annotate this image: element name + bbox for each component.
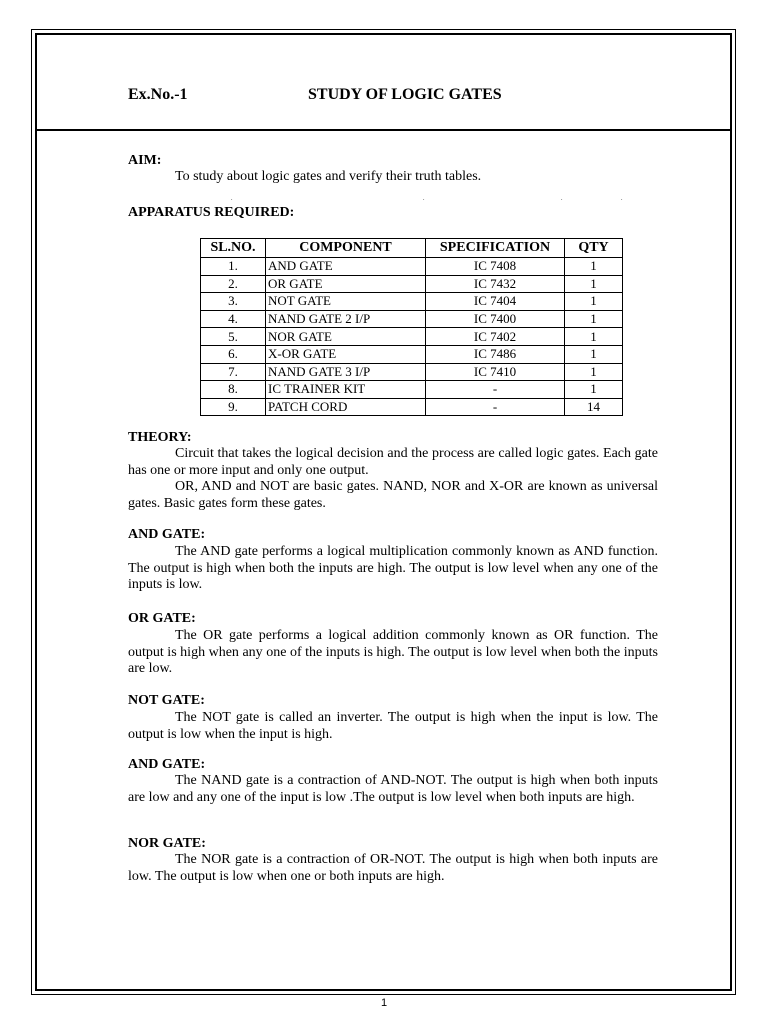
qty-cell: 1 <box>565 275 623 293</box>
stray-dot: . <box>621 196 623 202</box>
aim-text: To study about logic gates and verify their truth tables. <box>175 169 482 184</box>
specification-cell: IC 7404 <box>426 293 565 311</box>
component-cell: NOT GATE <box>266 293 426 311</box>
specification-cell: IC 7402 <box>426 328 565 346</box>
specification-cell: IC 7408 <box>426 258 565 276</box>
or-gate-heading: OR GATE: <box>128 611 196 626</box>
stray-dot: . <box>561 196 563 202</box>
table-header-row <box>201 239 623 258</box>
sl-no-cell: 1. <box>201 258 266 276</box>
sl-no-cell: 4. <box>201 310 266 328</box>
sl-no-cell: 3. <box>201 293 266 311</box>
apparatus-heading: APPARATUS REQUIRED: <box>128 205 295 220</box>
component-cell: IC TRAINER KIT <box>266 381 426 399</box>
qty-cell: 1 <box>565 381 623 399</box>
stray-dot: . <box>423 196 425 202</box>
table-row <box>201 345 623 363</box>
or-gate-paragraph: The OR gate performs a logical addition commonly known as OR function. The output is high when any one of the inputs is high. The output is low level when both the inputs are low. <box>128 628 658 676</box>
table-row <box>201 258 623 276</box>
qty-cell: 1 <box>565 328 623 346</box>
page-number: 1 <box>380 997 388 1009</box>
sl-no-cell: 6. <box>201 345 266 363</box>
specification-cell: - <box>426 398 565 416</box>
component-cell: NOR GATE <box>266 328 426 346</box>
component-cell: NAND GATE 2 I/P <box>266 310 426 328</box>
sl-no-cell: 7. <box>201 363 266 381</box>
specification-cell: IC 7486 <box>426 345 565 363</box>
specification-cell: IC 7432 <box>426 275 565 293</box>
exercise-number: Ex.No.-1 <box>128 86 188 103</box>
table-row <box>201 275 623 293</box>
table-row <box>201 381 623 399</box>
header-divider <box>35 129 732 131</box>
sl-no-cell: 9. <box>201 398 266 416</box>
column-header: SL.NO. <box>201 239 266 258</box>
specification-cell: - <box>426 381 565 399</box>
not-gate-heading: NOT GATE: <box>128 693 205 708</box>
qty-cell: 1 <box>565 293 623 311</box>
specification-cell: IC 7410 <box>426 363 565 381</box>
and-gate-heading: AND GATE: <box>128 527 206 542</box>
component-cell: NAND GATE 3 I/P <box>266 363 426 381</box>
component-cell: OR GATE <box>266 275 426 293</box>
stray-dot: . <box>231 196 233 202</box>
theory-heading: THEORY: <box>128 430 192 445</box>
column-header: SPECIFICATION <box>426 239 565 258</box>
qty-cell: 1 <box>565 345 623 363</box>
not-gate-paragraph: The NOT gate is called an inverter. The output is high when the input is low. The output is low when the input is high. <box>128 710 658 742</box>
component-cell: X-OR GATE <box>266 345 426 363</box>
page-title: STUDY OF LOGIC GATES <box>308 86 502 103</box>
sl-no-cell: 8. <box>201 381 266 399</box>
and-gate-paragraph: The AND gate performs a logical multiplication commonly known as AND function. The output is high when both the inputs are high. The output is low level when any one of the inputs is low. <box>128 544 658 592</box>
column-header: COMPONENT <box>266 239 426 258</box>
table-row <box>201 398 623 416</box>
qty-cell: 1 <box>565 310 623 328</box>
table-row <box>201 310 623 328</box>
nor-gate-heading: NOR GATE: <box>128 836 206 851</box>
sl-no-cell: 5. <box>201 328 266 346</box>
table-row <box>201 293 623 311</box>
column-header: QTY <box>565 239 623 258</box>
theory-paragraph-2: OR, AND and NOT are basic gates. NAND, NOR and X-OR are known as universal gates. Basic gates form these gates. <box>128 479 658 511</box>
nor-gate-paragraph: The NOR gate is a contraction of OR-NOT. The output is high when both inputs are low. The output is low when one or both inputs are high. <box>128 852 658 884</box>
aim-heading: AIM: <box>128 153 162 168</box>
nand-gate-paragraph: The NAND gate is a contraction of AND-NOT. The output is high when both inputs are low and any one of the input is low .The output is low level when both inputs are high. <box>128 773 658 805</box>
qty-cell: 1 <box>565 363 623 381</box>
qty-cell: 1 <box>565 258 623 276</box>
specification-cell: IC 7400 <box>426 310 565 328</box>
theory-paragraph-1: Circuit that takes the logical decision and the process are called logic gates. Each gate has one or more input and only one output. <box>128 446 658 478</box>
component-cell: PATCH CORD <box>266 398 426 416</box>
sl-no-cell: 2. <box>201 275 266 293</box>
component-cell: AND GATE <box>266 258 426 276</box>
nand-gate-heading: AND GATE: <box>128 757 206 772</box>
table-row <box>201 328 623 346</box>
table-row <box>201 363 623 381</box>
apparatus-table <box>200 238 623 416</box>
qty-cell: 14 <box>565 398 623 416</box>
